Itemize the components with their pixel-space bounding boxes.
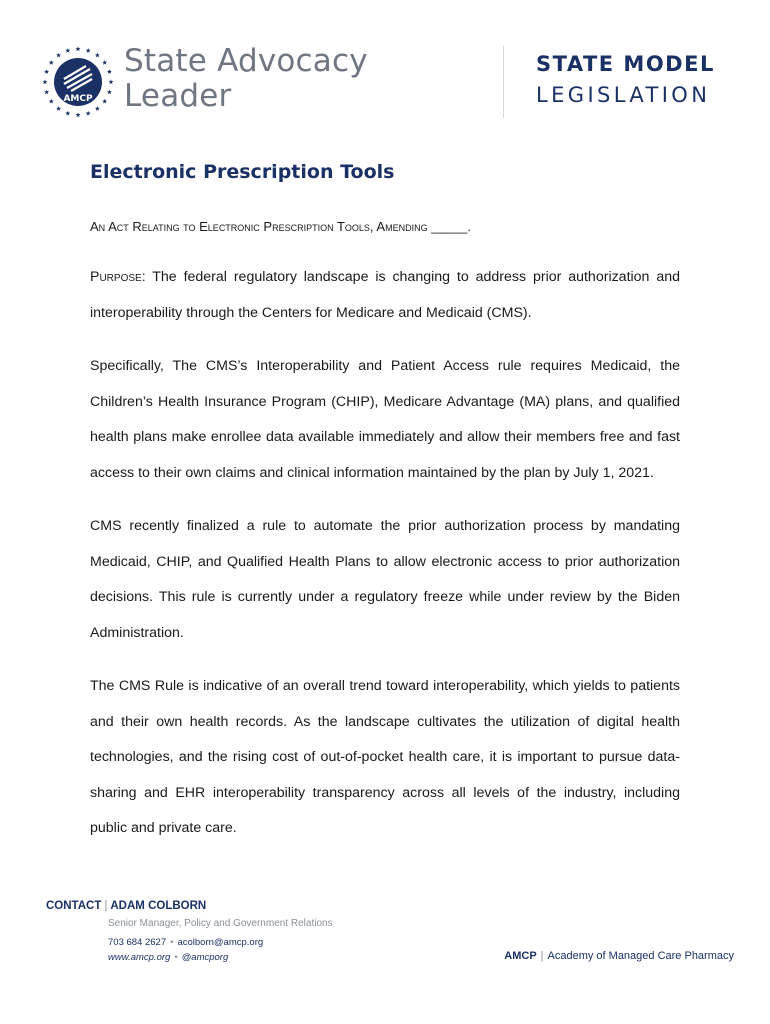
- footer-org-name: Academy of Managed Care Pharmacy: [547, 950, 734, 962]
- purpose-paragraph: [90, 260, 680, 331]
- contact-handle[interactable]: @amcporg: [181, 952, 229, 963]
- logo-star-icon: [56, 106, 61, 111]
- contact-separator: |: [104, 900, 108, 912]
- contact-label: CONTACT: [46, 900, 102, 912]
- brand-line-2: Leader: [124, 78, 232, 114]
- amcp-logo-icon: [40, 44, 116, 120]
- logo-text: AMCP: [63, 94, 93, 104]
- logo-star-icon: [109, 79, 114, 84]
- logo-star-icon: [86, 111, 91, 116]
- model-subtitle: LEGISLATION: [536, 83, 711, 107]
- logo-star-icon: [102, 99, 107, 104]
- paragraph-2: CMS recently finalized a rule to automate the prior authorization process by mandating Medicaid, CHIP, and Qualified Health Plans to allow electronic access to prior authorization decisions. This rule is currently under a regulatory freeze while under review by the Biden Administration.: [90, 518, 680, 641]
- paragraph-1: Specifically, The CMS’s Interoperability and Patient Access rule requires Medicaid, the Children’s Health Insurance Program (CHIP), Medicare Advantage (MA) plans, and qualified health plans make enrollee data available immediately and allow their members free and fast access to their own claims and clinical information maintained by the plan by July 1, 2021.: [90, 358, 680, 481]
- contact-heading: [46, 900, 746, 912]
- logo-star-icon: [44, 90, 49, 95]
- logo-star-icon: [44, 69, 49, 74]
- header-divider: [503, 46, 504, 118]
- bullet-separator: •: [174, 952, 178, 963]
- purpose-label: Purpose:: [90, 269, 146, 285]
- footer-org-abbr: AMCP: [504, 950, 537, 962]
- logo-star-icon: [65, 111, 70, 116]
- bullet-separator: •: [170, 937, 174, 948]
- logo-star-icon: [49, 60, 54, 65]
- logo-star-icon: [76, 46, 81, 51]
- contact-role: Senior Manager, Policy and Government Relations: [108, 918, 333, 929]
- contact-web: [108, 952, 228, 963]
- logo-star-icon: [76, 112, 81, 117]
- act-line: An Act Relating to Electronic Prescription Tools, Amending _____.: [90, 219, 471, 234]
- logo-star-icon: [49, 99, 54, 104]
- logo-star-icon: [102, 60, 107, 65]
- purpose-text: The federal regulatory landscape is changing to address prior authorization and interoperability through the Centers for Medicare and Medicaid (CMS).: [90, 269, 680, 321]
- logo-star-icon: [107, 90, 112, 95]
- page-header: [0, 0, 770, 130]
- logo-star-icon: [107, 69, 112, 74]
- document-body: [90, 260, 680, 865]
- paragraph-3: The CMS Rule is indicative of an overall trend toward interoperability, which yields to patients and their own health records. As the landscape cultivates the utilization of digital health technologies, and the rising cost of out-of-pocket health care, it is important to pursue data-sharing and EHR interoperability transparency across all levels of the industry, including public and private care.: [90, 678, 680, 836]
- logo-star-icon: [43, 79, 48, 84]
- brand-title: [124, 44, 368, 114]
- contact-website[interactable]: www.amcp.org: [108, 952, 171, 963]
- contact-block: [46, 900, 746, 980]
- model-title: STATE MODEL: [536, 52, 715, 76]
- logo-star-icon: [56, 53, 61, 58]
- logo-star-icon: [95, 106, 100, 111]
- contact-name: ADAM COLBORN: [110, 900, 207, 912]
- logo-star-icon: [65, 48, 70, 53]
- contact-phone-email: [108, 937, 263, 948]
- contact-phone: 703 684 2627: [108, 937, 167, 948]
- document-title: Electronic Prescription Tools: [90, 161, 395, 183]
- contact-email[interactable]: acolborn@amcp.org: [177, 937, 264, 948]
- footer-org: [504, 950, 734, 962]
- footer-separator: |: [540, 950, 544, 962]
- logo-star-icon: [95, 53, 100, 58]
- logo-star-icon: [86, 48, 91, 53]
- brand-line-1: State Advocacy: [124, 43, 368, 79]
